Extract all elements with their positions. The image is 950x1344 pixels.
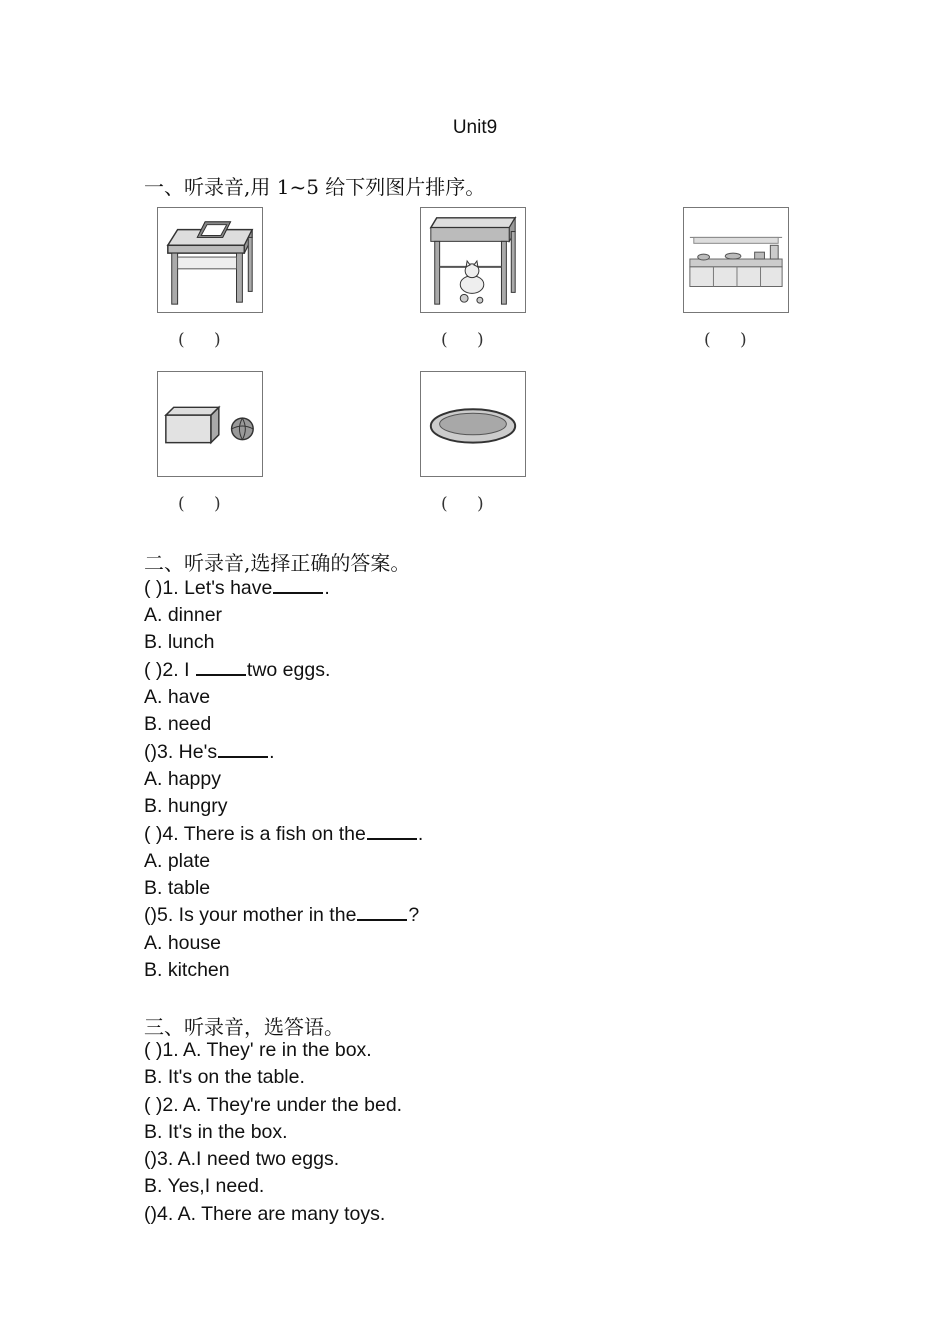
answer-blank [357,904,407,921]
picture-1 [157,207,263,313]
question-4-option-a: A. plate [144,850,211,872]
question-5-option-b: B. kitchen [144,959,230,981]
question-3-option-b: B. hungry [144,795,228,817]
section-3-heading: 三、听录音，选答语。 [144,1015,344,1039]
section-3-line: ( )1. A. They' re in the box. [144,1039,372,1061]
picture-5 [420,371,526,477]
answer-blank [273,577,323,594]
kitchen-icon [684,208,788,312]
answer-blank [196,659,246,676]
question-1: ( )1. Let's have . [144,577,330,599]
picture-2 [420,207,526,313]
section-3-line: B. It's on the table. [144,1066,305,1088]
question-5: ()5. Is your mother in the ? [144,904,420,926]
question-2-option-b: B. need [144,713,212,735]
question-1-option-a: A. dinner [144,604,223,626]
paren-4: ( ) [178,494,221,514]
page-title: Unit9 [452,117,498,138]
picture-3 [683,207,789,313]
answer-blank [218,741,268,758]
question-4-option-b: B. table [144,877,211,899]
desk-with-book-icon [158,208,262,312]
question-3-option-a: A. happy [144,768,221,790]
paren-5: ( ) [441,494,484,514]
section-3-line: B. Yes,I need. [144,1175,265,1197]
section-1-heading: 一、听录音,用 1~5 给下列图片排序。 [144,175,486,199]
plate-icon [421,372,525,476]
question-4: ( )4. There is a fish on the . [144,823,424,845]
cat-under-table-icon [421,208,525,312]
question-2-option-a: A. have [144,686,211,708]
paren-3: ( ) [704,330,747,350]
section-3-line: ( )2. A. They're under the bed. [144,1094,403,1116]
section-3-line: ()4. A. There are many toys. [144,1203,386,1225]
question-3: ()3. He's . [144,741,275,763]
answer-blank [367,823,417,840]
paren-2: ( ) [441,330,484,350]
picture-4 [157,371,263,477]
paren-1: ( ) [178,330,221,350]
question-1-option-b: B. lunch [144,631,215,653]
section-3-line: B. It's in the box. [144,1121,288,1143]
section-2-heading: 二、听录音,选择正确的答案。 [144,551,411,575]
box-and-ball-icon [158,372,262,476]
question-2: ( )2. I two eggs. [144,659,331,681]
section-3-line: ()3. A.I need two eggs. [144,1148,340,1170]
question-5-option-a: A. house [144,932,221,954]
